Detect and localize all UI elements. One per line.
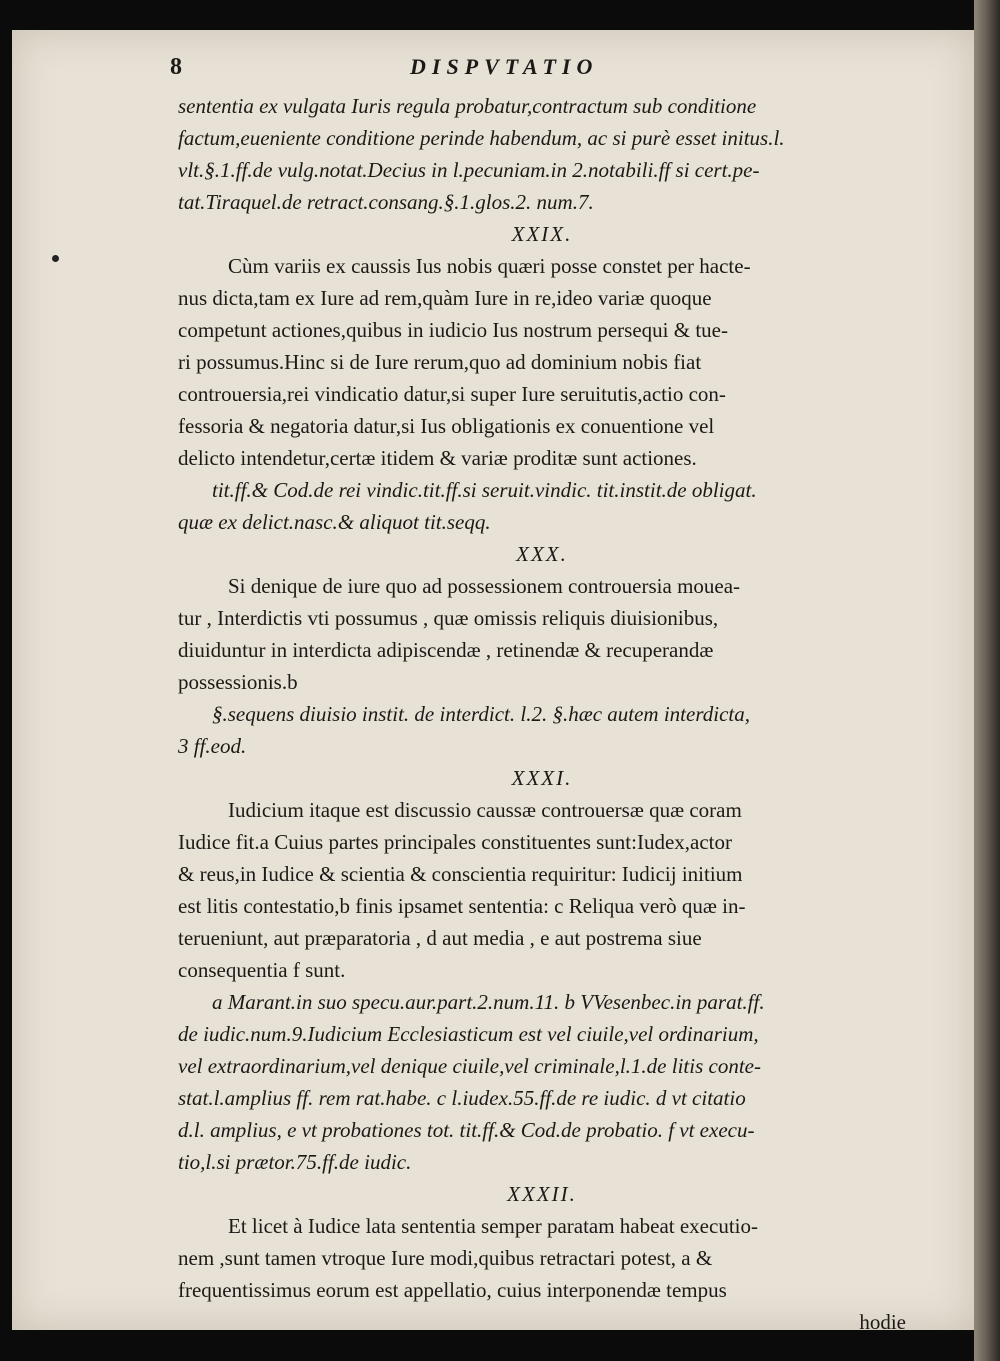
text-line: a Marant.in suo specu.aur.part.2.num.11. b VVesenbec.in parat.ff.: [212, 990, 765, 1014]
text-line: frequentissimus eorum est appellatio, cuius interponendæ tempus: [178, 1278, 727, 1302]
section-heading: XXXII.: [507, 1182, 577, 1206]
text-line: stat.l.amplius ff. rem rat.habe. c l.iudex.55.ff.de re iudic. d vt citatio: [178, 1086, 746, 1110]
text-line: sententia ex vulgata Iuris regula probatur,contractum sub conditione: [178, 94, 757, 118]
text-line: consequentia f sunt.: [178, 958, 346, 982]
text-line: tio,l.si prætor.75.ff.de iudic.: [178, 1150, 412, 1174]
text-line: est litis contestatio,b finis ipsamet sententia: c Reliqua verò quæ in-: [178, 894, 746, 918]
margin-dot: [52, 255, 59, 262]
page-header: [160, 50, 920, 84]
text-line: §.sequens diuisio instit. de interdict. l.2. §.hæc autem interdicta,: [212, 702, 750, 726]
text-line: d.l. amplius, e vt probationes tot. tit.ff.& Cod.de probatio. f vt execu-: [178, 1118, 755, 1142]
text-line: fessoria & negatoria datur,si Ius obligationis ex conuentione vel: [178, 414, 715, 438]
text-line: tat.Tiraquel.de retract.consang.§.1.glos.2. num.7.: [178, 190, 594, 214]
text-line: 3 ff.eod.: [178, 734, 247, 758]
text-line: Iudice fit.a Cuius partes principales constituentes sunt:Iudex,actor: [178, 830, 733, 854]
text-line: Iudicium itaque est discussio caussæ controuersæ quæ coram: [228, 798, 742, 822]
text-line: delicto intendetur,certæ itidem & variæ proditæ sunt actiones.: [178, 446, 697, 470]
text-line: ri possumus.Hinc si de Iure rerum,quo ad dominium nobis fiat: [178, 350, 702, 374]
text-line: possessionis.b: [178, 670, 298, 694]
text-line: hodie: [859, 1310, 906, 1334]
text-line: Si denique de iure quo ad possessionem controuersia moueа-: [228, 574, 741, 598]
text-line: teruenіunt, aut præparatoria , d aut media , e aut postrema siue: [178, 926, 702, 950]
section-heading: XXXI.: [511, 766, 573, 790]
text-line: tur , Interdictis vti possumus , quæ omissis reliquis diuisionibus,: [178, 606, 719, 630]
text-line: & reus,in Iudice & scientia & conscientia requiritur: Iudicij initium: [178, 862, 743, 886]
text-line: Et licet à Iudice lata sententia semper paratam habeat executio-: [228, 1214, 758, 1238]
text-line: tit.ff.& Cod.de rei vindic.tit.ff.si seruit.vindic. tit.instit.de obligat.: [212, 478, 757, 502]
text-line: factum,eueniente conditione perinde habendum, ac si purè esset initus.l.: [178, 126, 785, 150]
text-line: quæ ex delict.nasc.& aliquot tit.seqq.: [178, 510, 491, 534]
text-line: competunt actiones,quibus in iudicio Ius nostrum persequi & tue-: [178, 318, 728, 342]
text-line: vlt.§.1.ff.de vulg.notat.Decius in l.pecuniam.in 2.notabili.ff si cert.pe-: [178, 158, 760, 182]
text-line: nem ,sunt tamen vtroque Iure modi,quibus retractari potest, a &: [178, 1246, 713, 1270]
text-line: nus dicta,tam ex Iure ad rem,quàm Iure in re,ideo variæ quoque: [178, 286, 712, 310]
page-number: 8: [170, 54, 182, 80]
body-text: [178, 90, 906, 1338]
text-line: Cùm variis ex caussis Ius nobis quæri posse constet per hacte-: [228, 254, 751, 278]
text-line: controuersia,rei vindicatio datur,si super Iure seruitutis,actio con-: [178, 382, 726, 406]
page-edge-shadow: [974, 0, 1000, 1361]
section-heading: XXIX.: [511, 222, 573, 246]
text-line: vel extraordinarium,vel denique ciuile,vel criminale,l.1.de litis conte-: [178, 1054, 761, 1078]
text-line: diuiduntur in interdicta adipiscendæ , retinendæ & recuperandæ: [178, 638, 714, 662]
running-title: DISPVTATIO: [410, 54, 599, 79]
section-heading: XXX.: [516, 542, 568, 566]
text-line: de iudic.num.9.Iudicium Ecclesiasticum est vel ciuile,vel ordinarium,: [178, 1022, 759, 1046]
